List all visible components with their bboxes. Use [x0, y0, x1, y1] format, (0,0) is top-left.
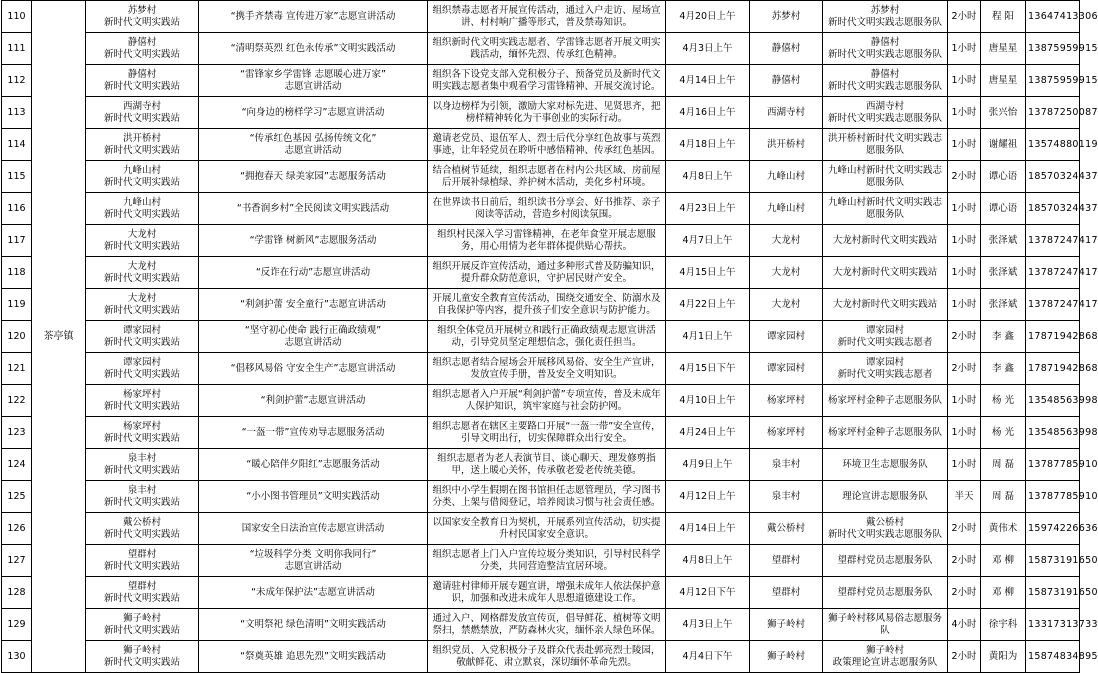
duration-cell: 1小时: [948, 289, 981, 321]
date-cell: 4月7日上午: [666, 225, 750, 257]
row-number-cell: 129: [2, 609, 32, 641]
activity-name-cell: “利剑护蕾 安全童行”志愿宣讲活动: [199, 289, 428, 321]
phone-cell: 17871942868: [1026, 353, 1080, 385]
duration-cell: 1小时: [948, 129, 981, 161]
row-number-cell: 125: [2, 481, 32, 513]
volunteer-team-cell: 狮子岭村移风易俗志愿服务队: [823, 609, 948, 641]
contact-person-cell: 邓 柳: [981, 577, 1026, 609]
activity-name-cell: “书香润乡村”全民阅读文明实践活动: [199, 193, 428, 225]
place-cell: 静僖村: [750, 65, 823, 97]
duration-cell: 2小时: [948, 641, 981, 673]
station-cell: 杨家坪村 新时代文明实践站: [86, 385, 199, 417]
volunteer-team-cell: 理论宣讲志愿服务队: [823, 481, 948, 513]
contact-person-cell: 张泽斌: [981, 225, 1026, 257]
contact-person-cell: 张兴怡: [981, 97, 1026, 129]
row-number-cell: 128: [2, 577, 32, 609]
station-cell: 九峰山村 新时代文明实践站: [86, 161, 199, 193]
duration-cell: 2小时: [948, 1, 981, 33]
contact-person-cell: 程 阳: [981, 1, 1026, 33]
station-cell: 杨家坪村 新时代文明实践站: [86, 417, 199, 449]
activity-content-cell: 组织党员、入党积极分子及群众代表赴郭亮烈士陵园，敬献鲜花、肃立默哀，深切缅怀革命先烈。: [428, 641, 666, 673]
duration-cell: 1小时: [948, 33, 981, 65]
place-cell: 谭家园村: [750, 321, 823, 353]
date-cell: 4月8日上午: [666, 545, 750, 577]
duration-cell: 2小时: [948, 545, 981, 577]
table-row: [2, 641, 1080, 673]
activity-name-cell: “向身边的榜样学习”志愿宣讲活动: [199, 97, 428, 129]
phone-cell: 13787247417: [1026, 257, 1080, 289]
date-cell: 4月4日下午: [666, 641, 750, 673]
contact-person-cell: 谭心语: [981, 193, 1026, 225]
duration-cell: 4小时: [948, 609, 981, 641]
station-cell: 狮子岭村 新时代文明实践站: [86, 641, 199, 673]
date-cell: 4月12日下午: [666, 577, 750, 609]
place-cell: 大龙村: [750, 257, 823, 289]
contact-person-cell: 唐星星: [981, 33, 1026, 65]
phone-cell: 15874834895: [1026, 641, 1080, 673]
place-cell: 九峰山村: [750, 193, 823, 225]
station-cell: 望群村 新时代文明实践站: [86, 545, 199, 577]
activity-name-cell: “文明祭祀 绿色清明”文明实践活动: [199, 609, 428, 641]
volunteer-team-cell: 谭家园村 新时代文明实践志愿者: [823, 353, 948, 385]
phone-cell: 13787785910: [1026, 449, 1080, 481]
table-row: [2, 449, 1080, 481]
activity-name-cell: “小小图书管理员”文明实践活动: [199, 481, 428, 513]
phone-cell: 13574880119: [1026, 129, 1080, 161]
table-row: [2, 193, 1080, 225]
date-cell: 4月14日上午: [666, 65, 750, 97]
activity-name-cell: “一盔一带”宣传劝导志愿服务活动: [199, 417, 428, 449]
table-row: [2, 161, 1080, 193]
phone-cell: 17871942868: [1026, 321, 1080, 353]
date-cell: 4月3日上午: [666, 609, 750, 641]
duration-cell: 1小时: [948, 417, 981, 449]
duration-cell: 1小时: [948, 65, 981, 97]
date-cell: 4月10日上午: [666, 385, 750, 417]
station-cell: 大龙村 新时代文明实践站: [86, 225, 199, 257]
contact-person-cell: 谢耀祖: [981, 129, 1026, 161]
row-number-cell: 120: [2, 321, 32, 353]
activity-content-cell: 组织中小学生假期在图书馆担任志愿管理员，学习图书分类、上架与借阅登记，培养阅读习惯与社会责任感。: [428, 481, 666, 513]
phone-cell: 13548563998: [1026, 385, 1080, 417]
phone-cell: 13875959915: [1026, 65, 1080, 97]
phone-cell: 13787247417: [1026, 289, 1080, 321]
contact-person-cell: 黄阳为: [981, 641, 1026, 673]
station-cell: 苏梦村 新时代文明实践站: [86, 1, 199, 33]
volunteer-team-cell: 望群村党员志愿服务队: [823, 545, 948, 577]
place-cell: 望群村: [750, 545, 823, 577]
table-row: [2, 513, 1080, 545]
activity-name-cell: “反诈在行动”志愿宣讲活动: [199, 257, 428, 289]
date-cell: 4月18日上午: [666, 129, 750, 161]
volunteer-team-cell: 杨家坪村金种子志愿服务队: [823, 385, 948, 417]
phone-cell: 13647413306: [1026, 1, 1080, 33]
contact-person-cell: 李 鑫: [981, 353, 1026, 385]
activity-name-cell: 国家安全日法治宣传志愿宣讲活动: [199, 513, 428, 545]
phone-cell: 13317313733: [1026, 609, 1080, 641]
activity-name-cell: “祭奠英雄 追思先烈”文明实践活动: [199, 641, 428, 673]
contact-person-cell: 张泽斌: [981, 289, 1026, 321]
contact-person-cell: 周 磊: [981, 481, 1026, 513]
station-cell: 静僖村 新时代文明实践站: [86, 65, 199, 97]
row-number-cell: 121: [2, 353, 32, 385]
place-cell: 杨家坪村: [750, 417, 823, 449]
table-row: [2, 321, 1080, 353]
station-cell: 静僖村 新时代文明实践站: [86, 33, 199, 65]
contact-person-cell: 杨 光: [981, 417, 1026, 449]
phone-cell: 13787247417: [1026, 225, 1080, 257]
volunteer-team-cell: 静僖村 新时代文明实践志愿服务队: [823, 33, 948, 65]
volunteer-team-cell: 大龙村新时代文明实践站: [823, 257, 948, 289]
phone-cell: 15873191650: [1026, 577, 1080, 609]
station-cell: 戴公桥村 新时代文明实践站: [86, 513, 199, 545]
activity-content-cell: 组织开展反诈宣传活动，通过多种形式普及防骗知识，提升群众防范意识，守护居民财产安全。: [428, 257, 666, 289]
volunteer-team-cell: 九峰山村新时代文明实践志愿服务队: [823, 193, 948, 225]
contact-person-cell: 李 鑫: [981, 321, 1026, 353]
activity-content-cell: 在世界读书日前后，组织读书分享会、好书推荐、亲子阅读等活动，营造乡村阅读氛围。: [428, 193, 666, 225]
place-cell: 泉丰村: [750, 481, 823, 513]
town-cell: 茶亭镇: [32, 1, 86, 673]
place-cell: 洪开桥村: [750, 129, 823, 161]
row-number-cell: 118: [2, 257, 32, 289]
activity-content-cell: 组织志愿者上门入户宣传垃圾分类知识，引导村民科学分类，共同营造整洁宜居环境。: [428, 545, 666, 577]
activity-name-cell: “拥抱春天 绿美家园”志愿服务活动: [199, 161, 428, 193]
date-cell: 4月20日上午: [666, 1, 750, 33]
activity-name-cell: “暖心陪伴夕阳红”志愿服务活动: [199, 449, 428, 481]
station-cell: 九峰山村 新时代文明实践站: [86, 193, 199, 225]
row-number-cell: 126: [2, 513, 32, 545]
activity-content-cell: 开展儿童安全教育宣传活动，围绕交通安全、防溺水及自我保护等内容，提升孩子们安全意识与防护能力。: [428, 289, 666, 321]
activity-content-cell: 通过入户、网格群发放宣传页，倡导鲜花、植树等文明祭扫，禁燃禁放，严防森林火灾，缅怀亲人绿色环保。: [428, 609, 666, 641]
date-cell: 4月12日上午: [666, 481, 750, 513]
activity-content-cell: 组织各下设党支部入党积极分子、预备党员及新时代文明实践志愿者集中观看学习雷锋精神、开展交流讨论。: [428, 65, 666, 97]
date-cell: 4月9日上午: [666, 449, 750, 481]
volunteer-team-cell: 望群村党员志愿服务队: [823, 577, 948, 609]
row-number-cell: 111: [2, 33, 32, 65]
volunteer-team-cell: 大龙村新时代文明实践站: [823, 225, 948, 257]
station-cell: 谭家园村 新时代文明实践站: [86, 321, 199, 353]
date-cell: 4月23日上午: [666, 193, 750, 225]
activity-content-cell: 以国家安全教育日为契机，开展系列宣传活动，切实提升村民国家安全意识。: [428, 513, 666, 545]
row-number-cell: 114: [2, 129, 32, 161]
duration-cell: 2小时: [948, 353, 981, 385]
table-row: [2, 385, 1080, 417]
phone-cell: 13787250087: [1026, 97, 1080, 129]
date-cell: 4月15日上午: [666, 257, 750, 289]
activity-name-cell: “清明祭英烈 红色永传承”文明实践活动: [199, 33, 428, 65]
place-cell: 杨家坪村: [750, 385, 823, 417]
place-cell: 九峰山村: [750, 161, 823, 193]
duration-cell: 1小时: [948, 385, 981, 417]
date-cell: 4月16日上午: [666, 97, 750, 129]
place-cell: 戴公桥村: [750, 513, 823, 545]
row-number-cell: 119: [2, 289, 32, 321]
station-cell: 泉丰村 新时代文明实践站: [86, 449, 199, 481]
table-row: [2, 289, 1080, 321]
table-row: [2, 65, 1080, 97]
table-row: [2, 97, 1080, 129]
station-cell: 望群村 新时代文明实践站: [86, 577, 199, 609]
volunteer-team-cell: 杨家坪村金种子志愿服务队: [823, 417, 948, 449]
activity-name-cell: “未成年保护法”志愿宣讲活动: [199, 577, 428, 609]
place-cell: 狮子岭村: [750, 609, 823, 641]
activity-content-cell: 组织志愿者入户开展“利剑护蕾”专项宣传，普及未成年人保护知识，筑牢家庭与社会防护网。: [428, 385, 666, 417]
table-body: [2, 1, 1098, 673]
contact-person-cell: 徐宇科: [981, 609, 1026, 641]
station-cell: 大龙村 新时代文明实践站: [86, 257, 199, 289]
date-cell: 4月22日上午: [666, 289, 750, 321]
phone-cell: 13548563998: [1026, 417, 1080, 449]
date-cell: 4月15日下午: [666, 353, 750, 385]
duration-cell: 1小时: [948, 225, 981, 257]
activity-name-cell: “携手齐禁毒 宣传进万家”志愿宣讲活动: [199, 1, 428, 33]
activity-content-cell: 组织村民深入学习雷锋精神，在老年食堂开展志愿服务，用心用情为老年群体提供贴心帮扶。: [428, 225, 666, 257]
contact-person-cell: 杨 光: [981, 385, 1026, 417]
activity-schedule-table: [1, 0, 1098, 673]
phone-cell: 13875959915: [1026, 33, 1080, 65]
activity-content-cell: 组织志愿者结合屋场会开展移风易俗、安全生产宣讲，发放宣传手册，普及安全文明知识。: [428, 353, 666, 385]
phone-cell: 18570324437: [1026, 161, 1080, 193]
table-row: [2, 609, 1080, 641]
place-cell: 谭家园村: [750, 353, 823, 385]
contact-person-cell: 邓 柳: [981, 545, 1026, 577]
date-cell: 4月8日上午: [666, 161, 750, 193]
table-row: [2, 417, 1080, 449]
duration-cell: 2小时: [948, 161, 981, 193]
volunteer-team-cell: 环境卫生志愿服务队: [823, 449, 948, 481]
volunteer-team-cell: 九峰山村新时代文明实践志愿服务队: [823, 161, 948, 193]
activity-content-cell: 以身边榜样为引领，激励大家对标先进、见贤思齐，把榜样精神转化为干事创业的实际行动。: [428, 97, 666, 129]
duration-cell: 1小时: [948, 193, 981, 225]
contact-person-cell: 唐星星: [981, 65, 1026, 97]
place-cell: 大龙村: [750, 289, 823, 321]
row-number-cell: 122: [2, 385, 32, 417]
place-cell: 望群村: [750, 577, 823, 609]
duration-cell: 1小时: [948, 97, 981, 129]
place-cell: 狮子岭村: [750, 641, 823, 673]
station-cell: 洪开桥村 新时代文明实践站: [86, 129, 199, 161]
station-cell: 泉丰村 新时代文明实践站: [86, 481, 199, 513]
table-row: [2, 33, 1080, 65]
volunteer-team-cell: 谭家园村 新时代文明实践志愿者: [823, 321, 948, 353]
duration-cell: 1小时: [948, 257, 981, 289]
row-number-cell: 130: [2, 641, 32, 673]
station-cell: 大龙村 新时代文明实践站: [86, 289, 199, 321]
duration-cell: 半天: [948, 481, 981, 513]
row-number-cell: 127: [2, 545, 32, 577]
row-number-cell: 113: [2, 97, 32, 129]
activity-content-cell: 组织志愿者为老人表演节目、谈心聊天、理发修剪指甲，送上暖心关怀，传承敬老爱老传统美德。: [428, 449, 666, 481]
date-cell: 4月3日上午: [666, 33, 750, 65]
table-row: [2, 1, 1080, 33]
duration-cell: 1小时: [948, 449, 981, 481]
activity-name-cell: “倡移风易俗 守安全生产”志愿宣讲活动: [199, 353, 428, 385]
row-number-cell: 115: [2, 161, 32, 193]
contact-person-cell: 谭心语: [981, 161, 1026, 193]
activity-name-cell: “学雷锋 树新风”志愿服务活动: [199, 225, 428, 257]
place-cell: 静僖村: [750, 33, 823, 65]
date-cell: 4月14日上午: [666, 513, 750, 545]
duration-cell: 2小时: [948, 577, 981, 609]
contact-person-cell: 张泽斌: [981, 257, 1026, 289]
activity-content-cell: 结合植树节延续，组织志愿者在村内公共区域、房前屋后开展补绿植绿、养护树木活动，美化乡村环境。: [428, 161, 666, 193]
table-row: [2, 225, 1080, 257]
volunteer-team-cell: 静僖村 新时代文明实践志愿服务队: [823, 65, 948, 97]
station-cell: 西湖寺村 新时代文明实践站: [86, 97, 199, 129]
date-cell: 4月24日上午: [666, 417, 750, 449]
activity-content-cell: 组织志愿者在辖区主要路口开展“一盔一带”安全宣传，引导文明出行，切实保障群众出行安全。: [428, 417, 666, 449]
phone-cell: 15873191650: [1026, 545, 1080, 577]
phone-cell: 15974226636: [1026, 513, 1080, 545]
activity-content-cell: 组织全体党员开展树立和践行正确政绩观志愿宣讲活动，引导党员坚定理想信念，强化责任担当。: [428, 321, 666, 353]
row-number-cell: 124: [2, 449, 32, 481]
activity-content-cell: 组织禁毒志愿者开展宣传活动，通过入户走访、屋场宣讲、村村响广播等形式，普及禁毒知识。: [428, 1, 666, 33]
table-row: [2, 129, 1080, 161]
duration-cell: 2小时: [948, 513, 981, 545]
volunteer-team-cell: 大龙村新时代文明实践站: [823, 289, 948, 321]
activity-name-cell: “坚守初心使命 践行正确政绩观” 志愿宣讲活动: [199, 321, 428, 353]
table-row: [2, 353, 1080, 385]
row-number-cell: 112: [2, 65, 32, 97]
contact-person-cell: 周 磊: [981, 449, 1026, 481]
table-row: [2, 257, 1080, 289]
activity-name-cell: “传承红色基因 弘扬传统文化” 志愿宣讲活动: [199, 129, 428, 161]
contact-person-cell: 黄伟术: [981, 513, 1026, 545]
table-row: [2, 577, 1080, 609]
activity-name-cell: “利剑护蕾”志愿宣讲活动: [199, 385, 428, 417]
place-cell: 苏梦村: [750, 1, 823, 33]
row-number-cell: 116: [2, 193, 32, 225]
phone-cell: 18570324437: [1026, 193, 1080, 225]
activity-content-cell: 邀请驻村律师开展专题宣讲，增强未成年人依法保护意识，加强和改进未成年人思想道德建设工作。: [428, 577, 666, 609]
volunteer-team-cell: 苏梦村 新时代文明实践志愿服务队: [823, 1, 948, 33]
station-cell: 谭家园村 新时代文明实践站: [86, 353, 199, 385]
activity-content-cell: 组织新时代文明实践志愿者、学雷锋志愿者开展文明实践活动，缅怀先烈、传承红色精神。: [428, 33, 666, 65]
row-number-cell: 123: [2, 417, 32, 449]
place-cell: 大龙村: [750, 225, 823, 257]
activity-name-cell: “雷锋家乡学雷锋 志愿暖心进万家” 志愿宣讲活动: [199, 65, 428, 97]
volunteer-team-cell: 戴公桥村 新时代文明实践志愿服务队: [823, 513, 948, 545]
phone-cell: 13787785910: [1026, 481, 1080, 513]
date-cell: 4月1日上午: [666, 321, 750, 353]
volunteer-team-cell: 洪开桥村新时代文明实践志愿服务队: [823, 129, 948, 161]
activity-content-cell: 邀请老党员、退伍军人、烈士后代分享红色故事与英烈事迹，让年轻党员在聆听中感悟精神、传承红色基因。: [428, 129, 666, 161]
place-cell: 泉丰村: [750, 449, 823, 481]
table-row: [2, 545, 1080, 577]
volunteer-team-cell: 狮子岭村 政策理论宣讲志愿服务队: [823, 641, 948, 673]
station-cell: 狮子岭村 新时代文明实践站: [86, 609, 199, 641]
duration-cell: 2小时: [948, 321, 981, 353]
table-row: [2, 481, 1080, 513]
place-cell: 西湖寺村: [750, 97, 823, 129]
activity-name-cell: “垃圾科学分类 文明你我同行” 志愿宣讲活动: [199, 545, 428, 577]
row-number-cell: 117: [2, 225, 32, 257]
row-number-cell: 110: [2, 1, 32, 33]
volunteer-team-cell: 西湖寺村 新时代文明实践志愿服务队: [823, 97, 948, 129]
